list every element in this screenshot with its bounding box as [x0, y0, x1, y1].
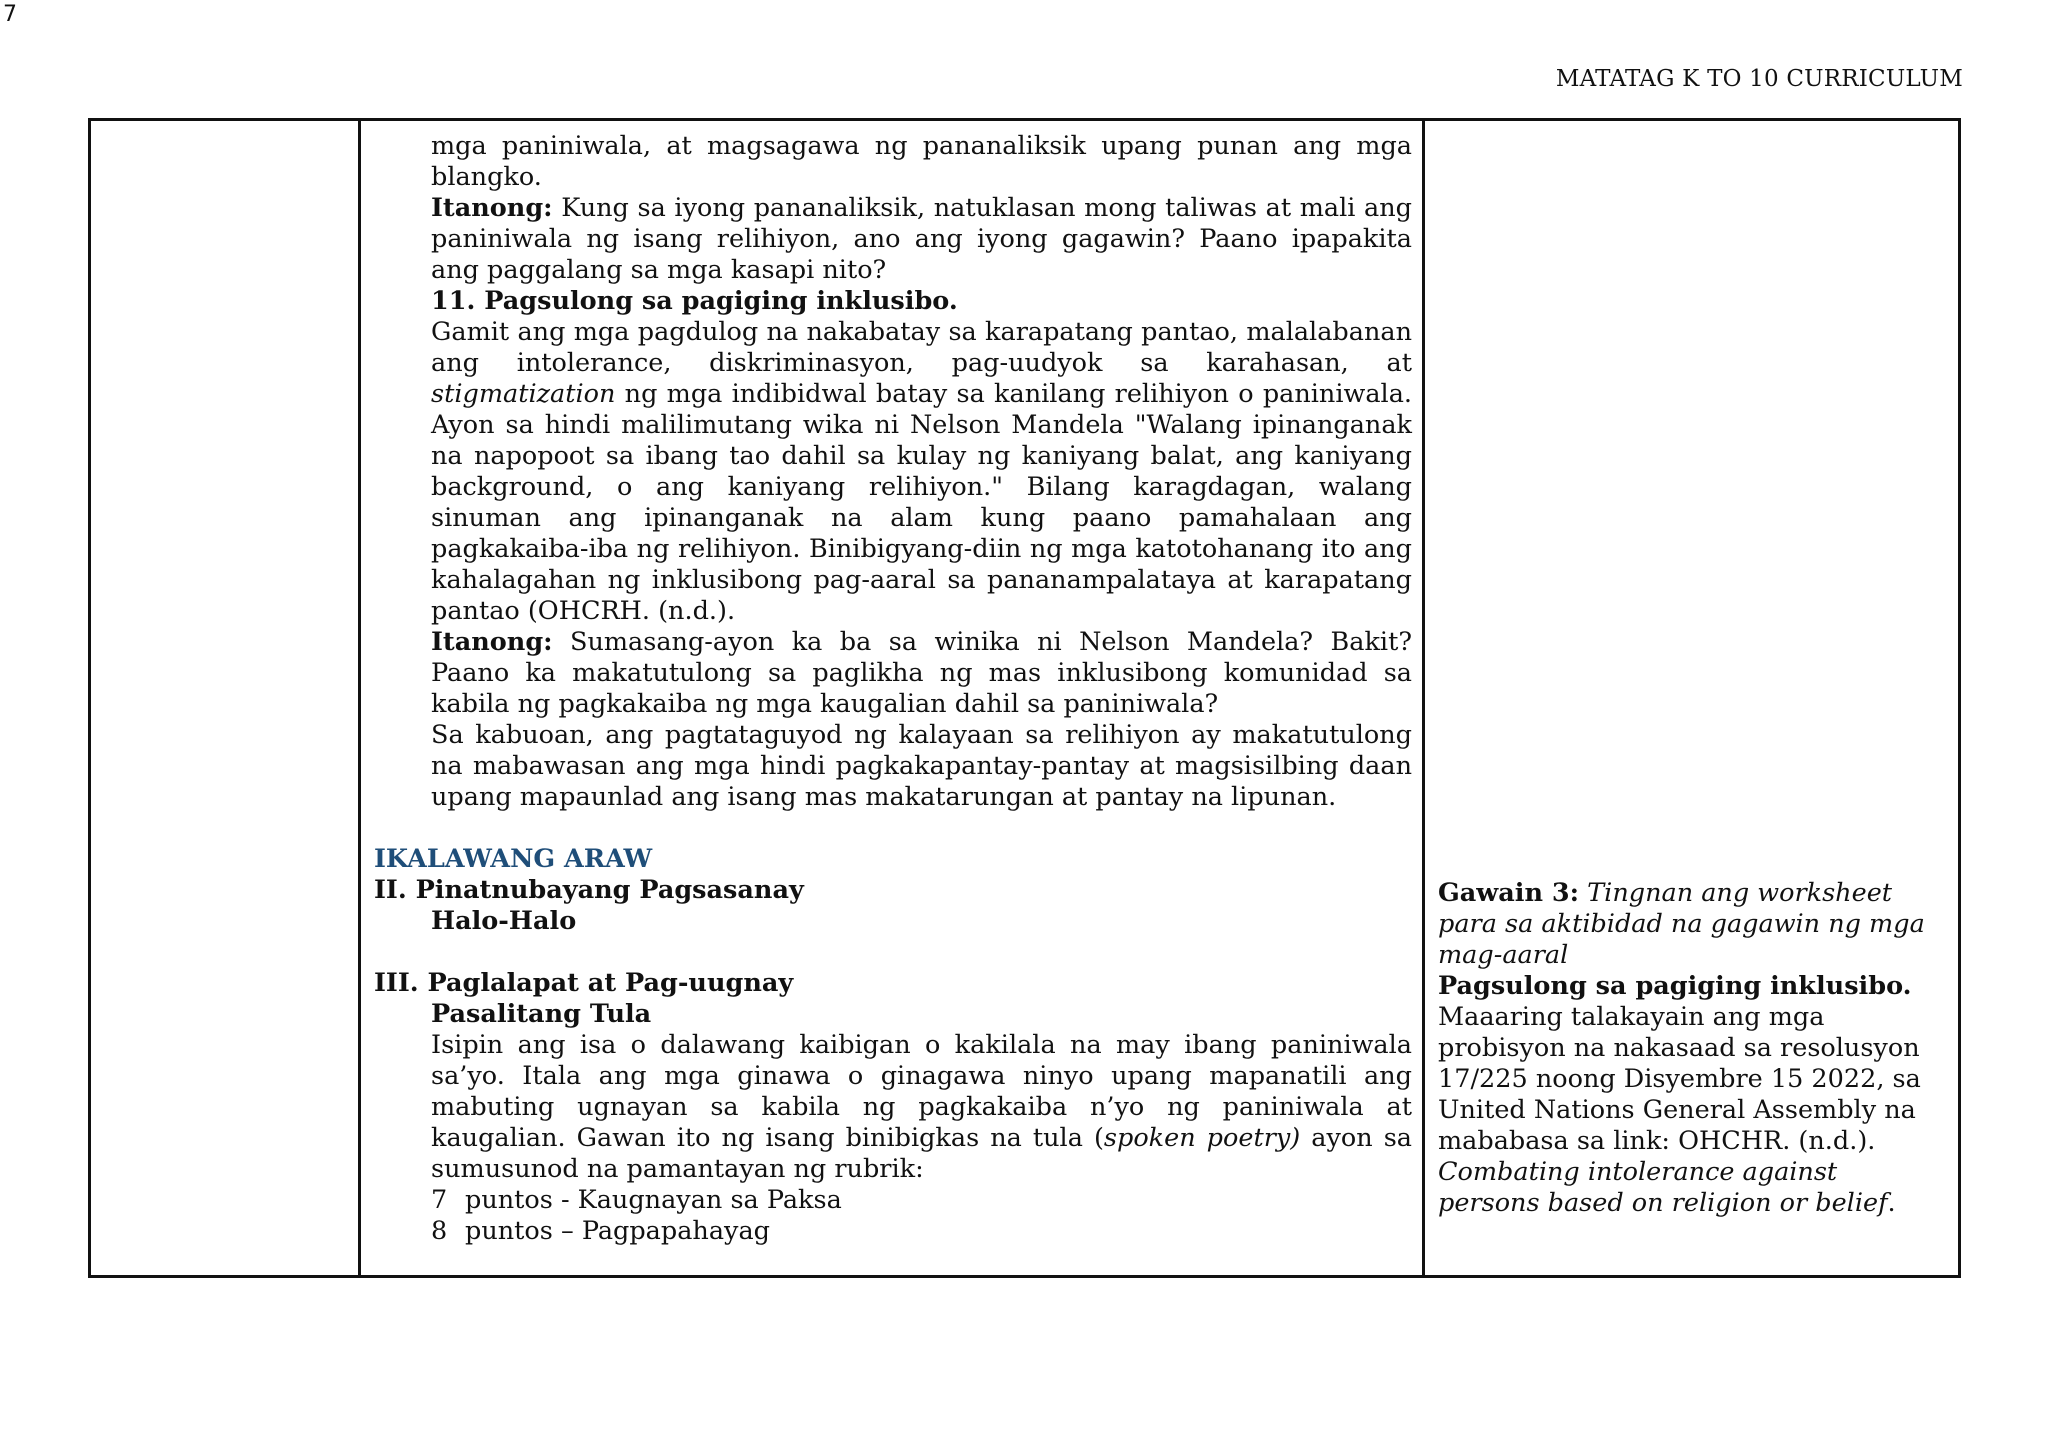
paragraph-research: mga paniniwala, at magsagawa ng pananaliksik upang punan ang mga blangko.: [431, 131, 1412, 192]
gawain-label: Gawain 3:: [1438, 878, 1580, 908]
rubric-text: puntos – Pagpapahayag: [465, 1216, 770, 1246]
notes-body: [1438, 1002, 1946, 1219]
rubric-item: [374, 1185, 1412, 1216]
question-text: Kung sa iyong pananaliksik, natuklasan mong taliwas at mali ang paniniwala ng isang relihiyon, ano ang iyong gagawin? Paano ipapakita ang paggalang sa mga kasapi nito?: [431, 193, 1412, 285]
curriculum-header: MATATAG K TO 10 CURRICULUM: [1555, 66, 1963, 92]
paragraph-text: Isipin ang isa o dalawang kaibigan o kakilala na may ibang paniniwala sa’yo. Itala ang mga ginawa o ginagawa ninyo upang mapanatili ang mabuting ugnayan sa kabila ng pagkakaiba n’yo ng paniniwala at kaugalian. Gawan ito ng isang binibigkas na tula (: [431, 1030, 1412, 1153]
notes-text: .: [1887, 1188, 1896, 1218]
gawain-text: Tingnan ang worksheet para sa aktibidad na gagawin ng mga mag-aaral: [1438, 878, 1925, 970]
paragraph-text: Gamit ang mga pagdulog na nakabatay sa karapatang pantao, malalabanan ang intolerance, diskriminasyon, pag-uudyok sa karahasan, at: [431, 317, 1412, 378]
italic-term: stigmatization: [431, 379, 616, 409]
section-two-title: II. Pinatnubayang Pagsasanay: [374, 875, 804, 905]
procedure-column: [361, 121, 1425, 1275]
section-two-subtitle: Halo-Halo: [431, 906, 577, 936]
italic-term: spoken poetry): [1103, 1123, 1301, 1153]
day-heading: IKALAWANG ARAW: [374, 844, 653, 874]
question-label: Itanong:: [431, 627, 553, 657]
lesson-table: [88, 118, 1961, 1278]
rubric-text: puntos - Kaugnayan sa Paksa: [465, 1185, 842, 1215]
notes-italic-title: Combating intolerance against persons based on religion or belief: [1438, 1157, 1888, 1218]
gawain-note: [1438, 878, 1946, 971]
heading-eleven: 11. Pagsulong sa pagiging inklusibo.: [431, 286, 958, 316]
section-three-subtitle: Pasalitang Tula: [431, 999, 652, 1029]
paragraph-summary: Sa kabuoan, ang pagtataguyod ng kalayaan sa relihiyon ay makatutulong na mabawasan ang mga hindi pagkakapantay-pantay at magsisilbing daan upang mapaunlad ang isang mas makatarungan at pantay na lipunan.: [431, 720, 1412, 812]
rubric-item: [374, 1216, 1412, 1247]
notes-column: [1425, 121, 1958, 1275]
paragraph-activity: [374, 1030, 1412, 1185]
question-text: Sumasang-ayon ka ba sa winika ni Nelson Mandela? Bakit? Paano ka makatutulong sa paglikha ng mas inklusibong komunidad sa kabila ng pagkakaiba ng mga kaugalian dahil sa paniniwala?: [431, 627, 1412, 719]
question-label: Itanong:: [431, 193, 553, 223]
notes-heading: Pagsulong sa pagiging inklusibo.: [1438, 971, 1912, 1001]
first-column: [91, 121, 361, 1275]
notes-text: Maaaring talakayain ang mga probisyon na nakasaad sa resolusyon 17/225 noong Disyembre 15 2022, sa United Nations General Assembly na mababasa sa link: OHCHR. (n.d.).: [1438, 1002, 1921, 1156]
rubric-points: 8: [431, 1216, 448, 1246]
rubric-points: 7: [431, 1185, 448, 1215]
question-two: [374, 627, 1412, 720]
paragraph-text: ng mga indibidwal batay sa kanilang relihiyon o paniniwala. Ayon sa hindi malilimutang wika ni Nelson Mandela "Walang ipinanganak na napopoot sa ibang tao dahil sa kulay ng kaniyang balat, ang kaniyang background, o ang kaniyang relihiyon." Bilang karagdagan, walang sinuman ang ipinanganak na alam kung paano pamahalaan ang pagkakaiba-iba ng relihiyon. Binibigyang-diin ng mga katotohanang ito ang kahalagahan ng inklusibong pag-aaral sa pananampalataya at karapatang pantao (OHCRH. (n.d.).: [431, 379, 1412, 626]
question-one: [374, 193, 1412, 286]
page-number: 7: [3, 2, 17, 27]
section-three-title: III. Paglalapat at Pag-uugnay: [374, 968, 794, 998]
paragraph-text: ayon sa sumusunod na pamantayan ng rubrik:: [431, 1123, 1412, 1184]
paragraph-human-rights: [374, 317, 1412, 627]
